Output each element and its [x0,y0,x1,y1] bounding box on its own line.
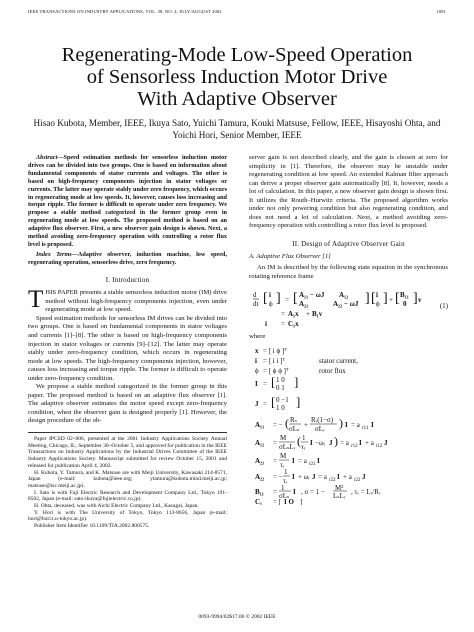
svg-text:i12: i12 [376,443,383,449]
svg-text:B₁₁: B₁₁ [400,291,409,300]
running-header [28,9,446,14]
svg-text:LₛLᵣ: LₛLᵣ [333,491,346,500]
title-line-3: With Adaptive Observer [137,88,337,110]
svg-text:= −: = − [273,472,283,481]
rotor-flux-label: rotor flux [319,366,346,375]
page-number: 1081 [436,9,446,14]
svg-text:σLₛ: σLₛ [279,491,290,500]
svg-text:1: 1 [302,433,306,442]
svg-text:= a: = a [318,472,327,481]
svg-text:[: [ [271,373,276,389]
svg-text:M: M [280,433,287,442]
svg-text:+ ωᵣ: + ωᵣ [298,472,310,481]
svg-text:i22: i22 [354,477,361,483]
svg-text:): ) [334,433,338,448]
svg-text:A₁₁: A₁₁ [255,420,265,429]
svg-text:r21: r21 [309,461,316,467]
right-paragraph-1: server gain is not described clearly, and the gain is chosen at zero for simplicity in [1]. Therefore, the observer may be unstable under regenerating condition at low speed. An extended Kalman filter approach can derive a proper observer gain automatically [8]. It, however, needs a lot of calculation. In this paper, a new observer gain design is shown first. It utilizes the Routh–Hurwitz criteria. The proposed algorithm works under not only powering condition but also regenerating condition, and does not need a lot of calculation. Next, a method avoiding zero-frequency operation with controlling a rotor flux level is proposed. [249,154,448,230]
svg-text:i: i [376,291,378,300]
footnote-paper-info: Paper IPCSD 02–006, presented at the 2001 Industry Applications Society Annual Meeting, Chicago, IL, September 30–October 5, and approved for publication in the IEEE Transactions on Industry Applications by the Industrial Drives Committee of the IEEE Industry Applications Society. Manuscript submitted for review October 15, 2001 and released for publication April 4, 2002. [28,435,227,469]
footnote-kubota: H. Kubota, Y. Tamura, and K. Matsuse are with Meiji University, Kawasaki 214-8571, Japan (e-mail: kubota@ieee.org; ytamura@kubota.mind.meiji.ac.jp; matsuse@isc.meiji.ac.jp). [28,469,227,489]
svg-text:1 0: 1 0 [276,375,285,384]
svg-text:=: = [273,438,277,447]
equation-1 [249,285,448,329]
svg-text:v: v [418,296,422,305]
svg-text:J: J [255,399,259,408]
svg-text:= a: = a [298,456,307,465]
svg-text:=: = [273,456,277,465]
index-terms-text: Adaptive observer, induction machine, low speed, regenerating operation, sensorless drive, zero frequency. [28,250,227,266]
svg-text:I: I [255,379,258,388]
intro-paragraph-3: We propose a stable method categorized in the former group in this paper. The proposed method is based on an adaptive flux observer [1]. The adaptive observer estimates the motor speed except zero-frequency condition, when the observer gain is designed properly [1]. However, the design procedure of the ob- [28,383,227,425]
svg-text:]: ] [365,291,370,307]
author-list [30,117,444,141]
authors-line-1: Hisao Kubota, Member, IEEE, Ikuya Sato, Yuichi Tamura, Kouki Matsuse, Fellow, IEEE, Hisayoshi Ohta, and [33,118,441,128]
svg-text:Rₛ: Rₛ [290,415,298,424]
svg-text:I: I [359,438,362,447]
index-terms [28,251,227,267]
svg-text:=: = [281,320,285,329]
svg-text:A₂₁: A₂₁ [255,456,265,465]
svg-text:=: = [273,487,277,496]
svg-text:τᵣ: τᵣ [280,460,285,469]
svg-text:[: [ [293,291,298,307]
svg-text:]: ] [276,291,281,307]
svg-text:A₂₂ − ωJ: A₂₂ − ωJ [333,300,359,309]
intro-p1-text: HIS PAPER presents a stable sensorless induction motor (IM) drive method without high-frequency components injection, even under regenerating mode at low speed. [45,289,227,314]
index-terms-label: Index Terms— [36,250,78,258]
footnote-ohta: H. Ohta, deceased, was with Aichi Electric Company Ltd., Kasugai, Japan. [34,503,199,510]
svg-text:): ) [339,415,343,430]
equation-number: (1) [439,302,448,311]
svg-text:A₁₂: A₁₂ [255,438,265,447]
svg-text:Rᵣ(1−σ): Rᵣ(1−σ) [311,415,334,424]
svg-text:, τᵣ = Lᵣ/Rᵣ: , τᵣ = Lᵣ/Rᵣ [351,487,381,496]
svg-text:= [ i ϕ ]ᵀ: = [ i ϕ ]ᵀ [263,346,287,355]
where-label: where [249,333,266,341]
svg-text:= [ ϕ ϕ ]ᵀ: = [ ϕ ϕ ]ᵀ [263,366,289,375]
svg-text:=: = [263,379,267,388]
svg-text:C₁: C₁ [255,497,263,505]
svg-text:1: 1 [281,483,285,492]
svg-text:τᵣ: τᵣ [283,476,288,485]
svg-text:I: I [317,456,320,465]
svg-text:r22: r22 [329,477,336,483]
svg-text:]: ] [296,393,301,409]
svg-text:x: x [255,346,259,355]
state-equation-graphic [253,285,433,329]
svg-text:=: = [285,296,289,305]
svg-text:C₁x: C₁x [288,320,299,329]
svg-text:J: J [312,472,316,481]
intro-paragraph-1 [28,286,227,315]
svg-text:, σ = 1 −: , σ = 1 − [301,487,325,496]
svg-text:=: = [281,310,285,319]
svg-text:= [: = [ [273,497,282,505]
svg-text:J: J [362,472,366,481]
svg-text:= [ i i ]ᵀ: = [ i i ]ᵀ [263,356,286,365]
svg-text:i: i [265,320,267,329]
svg-text:I: I [337,472,340,481]
svg-text:−ωᵣ: −ωᵣ [315,438,326,447]
svg-text:ϕ: ϕ [376,300,380,309]
paper-title [20,44,454,110]
svg-text:]: ] [383,291,388,307]
svg-text:A₁x: A₁x [288,310,299,319]
stator-current-label: stator current, [319,356,358,365]
svg-text:σLₛ: σLₛ [289,424,300,433]
svg-text:]: ] [294,373,299,389]
svg-text:= −: = − [273,420,283,429]
svg-text:[: [ [395,291,400,307]
svg-text:(: ( [285,415,289,430]
journal-header: IEEE TRANSACTIONS ON INDUSTRY APPLICATIONS, VOL. 38, NO. 4, JULY/AUGUST 2002 [28,9,222,14]
svg-text:0: 0 [403,300,407,309]
svg-text:+: + [306,310,310,319]
svg-text:= a: = a [351,420,360,429]
svg-text:1: 1 [284,467,288,476]
svg-text:σLᵣ: σLᵣ [315,424,325,433]
subsection-heading: A. Adaptive Flux Observer [1] [249,253,331,261]
svg-text:σLₛLᵣ: σLₛLᵣ [279,442,296,451]
title-line-2: of Sensorless Induction Motor Drive [86,66,388,88]
intro-paragraph-2: Speed estimation methods for sensorless IM drives can be divided into two groups. One is based on fundamental components in stator voltages and currents [1]–[8]. The other is based on high-frequency components injection in stator voltages or currents [9]–[12]. The latter may operate stably under zero-frequency condition, which occurs in regenerating mode at low speeds. The high-frequency components injection, however, causes loss increasing and torque ripple. The former is difficult to operate under zero-frequency condition. [28,314,227,382]
svg-text:B₁₁: B₁₁ [255,487,264,496]
footnote-publisher-id: Publisher Item Identifier 10.1109/TIA.2002.800575. [34,523,150,530]
authors-line-2: Yoichi Hori, Senior Member, IEEE [172,130,302,140]
svg-text:r11: r11 [362,425,369,431]
svg-text:+: + [304,420,308,429]
svg-text:+: + [389,296,393,305]
svg-text:I: I [293,487,296,496]
svg-text:+ a: + a [343,472,352,481]
svg-text:A₂₂: A₂₂ [255,472,265,481]
left-column [28,154,227,530]
svg-text:J: J [384,438,388,447]
footnote [28,432,227,530]
svg-text:B₁v: B₁v [312,310,323,319]
svg-text:1 0: 1 0 [276,403,285,412]
variable-definitions [249,345,448,505]
svg-text:I: I [310,438,313,447]
svg-text:A₂₁: A₂₁ [299,300,309,309]
drop-cap: T [28,286,44,314]
svg-text:ϕ: ϕ [269,300,273,309]
title-line-1: Regenerating-Mode Low-Speed Operation [61,44,413,66]
svg-text:I: I [371,420,374,429]
svg-text:r12: r12 [351,443,358,449]
svg-text:i: i [269,291,271,300]
section-heading-introduction: I. Introduction [105,275,150,284]
abstract-label: Abstract— [36,154,64,161]
svg-text:A₁₂: A₁₂ [339,291,349,300]
right-column [249,154,448,505]
svg-text:d: d [253,291,257,300]
svg-text:i: i [255,356,257,365]
svg-text:]: ] [413,291,418,307]
svg-text:[: [ [263,291,268,307]
section-heading-2: II. Design of Adaptive Observer Gain [292,239,405,248]
svg-text:I O: I O [284,497,294,505]
svg-text:τᵣ: τᵣ [301,442,306,451]
svg-text:= a: = a [340,438,349,447]
right-paragraph-2: An IM is described by the following state equation in the synchronous rotating reference frame [249,264,448,280]
svg-text:[: [ [371,291,376,307]
svg-text:(: ( [297,433,301,448]
footnote-hori: Y. Hori is with The University of Tokyo, Tokyo 113-8656, Japan (e-mail: hori@hori.t.u-tokyo.ac.jp). [28,509,227,523]
svg-text:dt: dt [253,300,259,309]
svg-text:ϕ: ϕ [255,366,259,375]
svg-text:M²: M² [335,483,344,492]
svg-text:A₁₁ − ωJ: A₁₁ − ωJ [299,291,325,300]
abstract [28,154,227,249]
svg-text:=: = [263,399,267,408]
footnote-sato: I. Sato is with Fuji Electric Research and Development Company Ltd., Tokyo 191-8502, Japan (e-mail: sato-ikuya@fujielectric.co.jp). [28,489,227,503]
svg-text:0 −1: 0 −1 [276,395,289,404]
svg-text:I: I [292,456,295,465]
abstract-text: Speed estimation methods for sensorless induction motor drives can be divided into two groups. One is based on information about fundamental components of stator currents and voltages. The other is based on high-frequency components injection in stator voltages or currents. The latter may operate stably under zero frequency, which occurs in regenerating mode at low speeds. It, however, causes loss increasing and torque ripple. The former is difficult to operate under zero frequency. We propose a stable method categorized in the former group even in regenerating mode at low speeds. The proposed method is based on an adaptive flux observer. First, a new observer gain design is shown. Next, a method avoiding zero-frequency operation with controlling a rotor flux level is proposed. [28,154,227,248]
svg-text:]: ] [300,497,303,505]
copyright-footer: 0093-9994/02$17.00 © 2002 IEEE [198,614,276,620]
svg-text:0 1: 0 1 [276,383,285,392]
svg-text:I: I [345,420,348,429]
svg-text:J: J [329,438,333,447]
svg-text:M: M [280,451,287,460]
svg-text:I: I [292,472,295,481]
svg-text:+ a: + a [365,438,374,447]
definitions-graphic [249,345,448,505]
svg-text:[: [ [271,393,276,409]
